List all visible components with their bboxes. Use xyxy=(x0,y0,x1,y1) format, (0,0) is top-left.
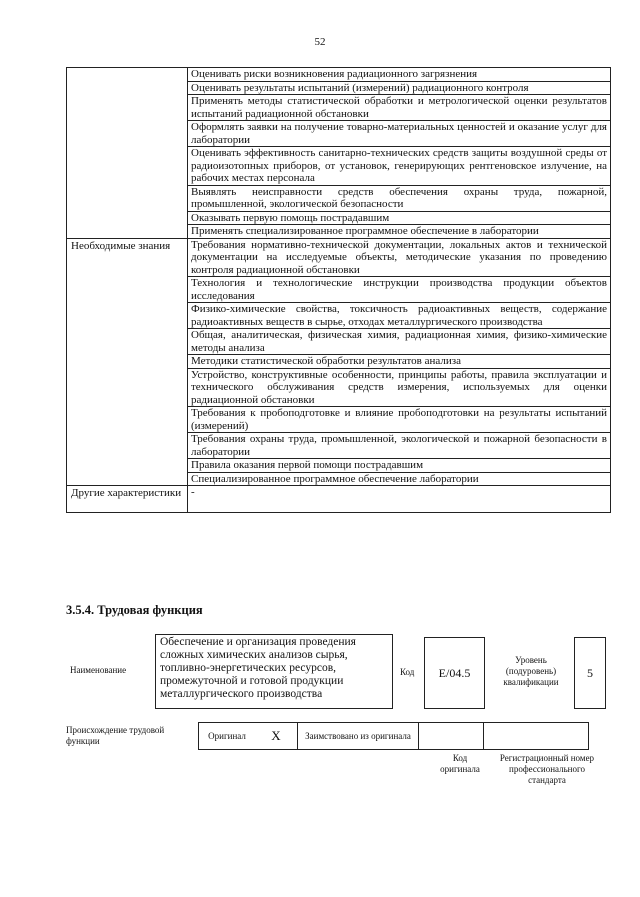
knowledge-row: Технология и технологические инструкции производства продукции объектов исследования xyxy=(188,277,611,303)
knowledge-row: Методики статистической обработки результатов анализа xyxy=(188,355,611,369)
name-label: Наименование xyxy=(70,665,127,675)
knowledge-row: Специализированное программное обеспечение лаборатории xyxy=(188,472,611,486)
knowledge-row: Физико-химические свойства, токсичность радиоактивных веществ, содержание радиоактивных веществ в сырье, отходах металлургического производства xyxy=(188,303,611,329)
origin-label: Происхождение трудовой функции xyxy=(66,725,165,746)
name-value: Обеспечение и организация проведения сложных химических анализов сырья, топливно-энергетических ресурсов, промежуточной и готовой продукции металлургического производства xyxy=(155,634,393,709)
reg-number-cell xyxy=(484,723,589,750)
knowledge-label: Необходимые знания xyxy=(67,238,188,486)
skill-row: Оформлять заявки на получение товарно-материальных ценностей и оказание услуг для лаборатории xyxy=(188,121,611,147)
page-number: 52 xyxy=(314,36,326,48)
knowledge-row: Общая, аналитическая, физическая химия, радиационная химия, физико-химические методы анализа xyxy=(188,329,611,355)
other-value: - xyxy=(188,486,611,513)
skill-row: Оценивать риски возникновения радиационного загрязнения xyxy=(188,68,611,82)
level-label: Уровень (подуровень) квалификации xyxy=(503,655,559,687)
knowledge-row: Требования охраны труда, промышленной, экологической и пожарной безопасности в лаборатории xyxy=(188,433,611,459)
skill-row: Оценивать результаты испытаний (измерений) радиационного контроля xyxy=(188,81,611,95)
origin-table xyxy=(198,722,589,750)
original-mark: X xyxy=(255,723,298,750)
skill-row: Применять специализированное программное обеспечение в лаборатории xyxy=(188,225,611,239)
skill-row: Оценивать эффективность санитарно-технических средств защиты воздушной среды от радиоизотопных приборов, от установок, генерирующих рентгеновское излучение, на рабочих местах персонала xyxy=(188,147,611,186)
borrowed-label: Заимствовано из оригинала xyxy=(298,723,419,750)
skills-knowledge-table xyxy=(66,67,611,513)
reg-number-label: Регистрационный номер профессионального стандарта xyxy=(499,753,595,785)
code-original-label: Код оригинала xyxy=(440,753,480,774)
section-title: 3.5.4. Трудовая функция xyxy=(66,603,203,617)
knowledge-row: Устройство, конструктивные особенности, принципы работы, правила эксплуатации и технического обслуживания средств измерения, используемых для оценки радиационной обстановки xyxy=(188,368,611,407)
original-label: Оригинал xyxy=(199,723,256,750)
code-original-cell xyxy=(419,723,484,750)
skill-row: Оказывать первую помощь пострадавшим xyxy=(188,211,611,225)
knowledge-row: Правила оказания первой помощи пострадавшим xyxy=(188,459,611,473)
skill-row: Применять методы статистической обработки и метрологической оценки результатов испытаний радиационной обстановки xyxy=(188,95,611,121)
skill-row: Выявлять неисправности средств обеспечения охраны труда, пожарной, промышленной, экологической безопасности xyxy=(188,185,611,211)
knowledge-row: Требования к пробоподготовке и влияние пробоподготовки на результаты испытаний (измерений) xyxy=(188,407,611,433)
knowledge-row: Требования нормативно-технической документации, локальных актов и технической документации на исследуемые объекты, методические указания по проведению контроля радиационной обстановки xyxy=(188,238,611,277)
other-label: Другие характеристики xyxy=(67,486,188,513)
skills-category-cell xyxy=(67,68,188,239)
code-value: E/04.5 xyxy=(424,637,485,709)
level-value: 5 xyxy=(574,637,606,709)
code-label: Код xyxy=(400,667,415,677)
